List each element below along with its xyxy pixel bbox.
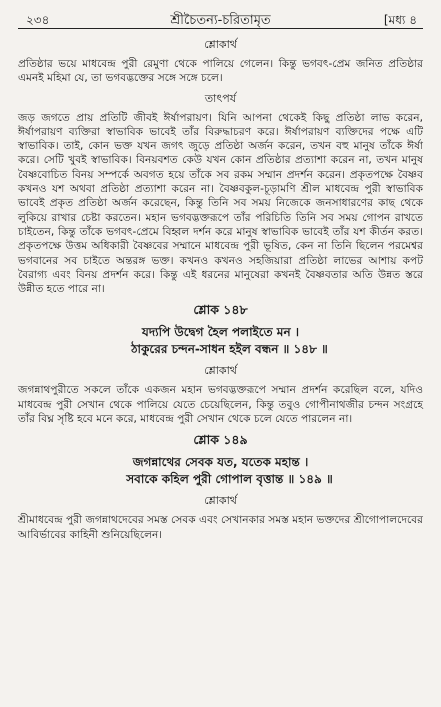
- verse-148-heading: শ্লোক ১৪৮: [193, 302, 248, 318]
- verse-148-line-2: ঠাকুরের চন্দন-সাধন হইল বন্ধন ॥ ১৪৮ ॥: [131, 342, 328, 357]
- translation-text: প্রতিষ্ঠার ভয়ে মাধবেন্দ্র পুরী রেমুণা থেকে পালিয়ে গেলেন। কিন্তু ভগবৎ-প্রেম জনিত প্রতিষ্ঠার এমনই মহিমা যে, তা ভগবদ্ভক্তের সঙ্গে সঙ্গে চলে।: [18, 58, 423, 85]
- verse-148-translation-heading: শ্লোকার্থ: [204, 364, 237, 378]
- verse-148-line-1: যদ্যপি উদ্বেগ হৈল পলাইতে মন ।: [141, 325, 300, 340]
- verse-149-translation-heading: শ্লোকার্থ: [204, 494, 237, 508]
- verse-149-translation: শ্রীমাধবেন্দ্র পুরী জগন্নাথদেবের সমস্ত সেবক এবং সেখানকার সমস্ত মহান ভক্তদের শ্রীগোপালদেবের আবির্ভাবের কাহিনী শুনিয়েছিলেন।: [18, 514, 423, 541]
- verse-148-translation: জগন্নাথপুরীতে সকলে তাঁকে একজন মহান ভগবদ্ভক্তরূপে সম্মান প্রদর্শন করেছিল বলে, যদিও মাধবেন্দ্র পুরী সেখান থেকে পালিয়ে যেতে চেয়েছিলেন, কিন্তু তবুও গোপীনাথজীর চন্দন সংগ্রহে তাঁর বিঘ্ন সৃষ্টি হবে মনে করে, মাধবেন্দ্র পুরী সেখান থেকে চলে যেতে পারলেন না।: [18, 384, 423, 426]
- purport-text: জড় জগতে প্রায় প্রতিটি জীবই ঈর্ষাপরায়ণ। যিনি আপনা থেকেই কিছু প্রতিষ্ঠা লাভ করেন, ঈর্ষাপরায়ণ ব্যক্তিরা স্বাভাবিক ভাবেই তাঁর বিরুদ্ধাচরণ করে। ঈর্ষাপরায়ণ ব্যক্তিদের পক্ষে এটি স্বাভাবিক। তাই, কোন ভক্ত যখন জগৎ জুড়ে প্রতিষ্ঠা অর্জন করেন, তখন বহু মানুষ তাঁকে ঈর্ষা করে। সেটি খুবই স্বাভাবিক। বিনয়বশত কেউ যখন কোন প্রতিষ্ঠার প্রত্যাশা করেন না, তখন মানুষ বৈষ্ণবোচিত বিনয় সম্পর্কে অবগত হয়ে তাঁকে সব রকম সম্মান প্রদর্শন করেন। প্রকৃতপক্ষে বৈষ্ণব কখনও যশ অথবা প্রতিষ্ঠা প্রত্যাশা করেন না। বৈষ্ণবকুল-চূড়ামণি শ্রীল মাধবেন্দ্র পুরী স্বাভাবিক ভাবেই প্রকৃত প্রতিষ্ঠা অর্জন করেছেন, কিন্তু তিনি সব সময় নিজেকে জনসাধারণের কাছ থেকে লুকিয়ে রাখার চেষ্টা করতেন। মহান ভগবদ্ভক্তরূপে তাঁর পরিচিতি তিনি সব সময় গোপন রাখতে চাইতেন, কিন্তু তাঁকে ভগবৎ-প্রেমে বিহ্বল দর্শন করে মানুষ স্বাভাবিক ভাবেই তাঁর যশ কীর্তন করত। প্রকৃতপক্ষে উত্তম অধিকারী বৈষ্ণবের সম্মানে মাধবেন্দ্র পুরী ভূষিত, কেন না তিনি ছিলেন পরমেশ্বর ভগবানের সব চাইতে অন্তরঙ্গ ভক্ত। কখনও কখনও সহজিয়ারা প্রতিষ্ঠা লাভের আশায় কপট বৈরাগ্য এবং বিনয় প্রদর্শন করে। কিন্তু এই ধরনের মানুষেরা কখনই বৈষ্ণবতার অতি উন্নত স্তরে উন্নীত হতে পারে না।: [18, 111, 423, 296]
- header-rule: [18, 28, 423, 29]
- page-header: [18, 8, 423, 30]
- verse-149-heading: শ্লোক ১৪৯: [193, 432, 248, 448]
- verse-149-line-2: সবাকে কহিল পুরী গোপাল বৃত্তান্ত ॥ ১৪৯ ॥: [126, 472, 333, 487]
- page-number: ২৩৪: [26, 13, 50, 27]
- purport-heading: তাৎপর্য: [204, 91, 237, 105]
- chapter-label: [মধ্য ৪: [383, 13, 417, 27]
- verse-149-line-1: জগন্নাথের সেবক যত, যতেক মহান্ত ।: [132, 455, 309, 470]
- translation-heading: শ্লোকার্থ: [204, 38, 237, 51]
- book-title: শ্রীচৈতন্য-চরিতামৃত: [170, 13, 271, 28]
